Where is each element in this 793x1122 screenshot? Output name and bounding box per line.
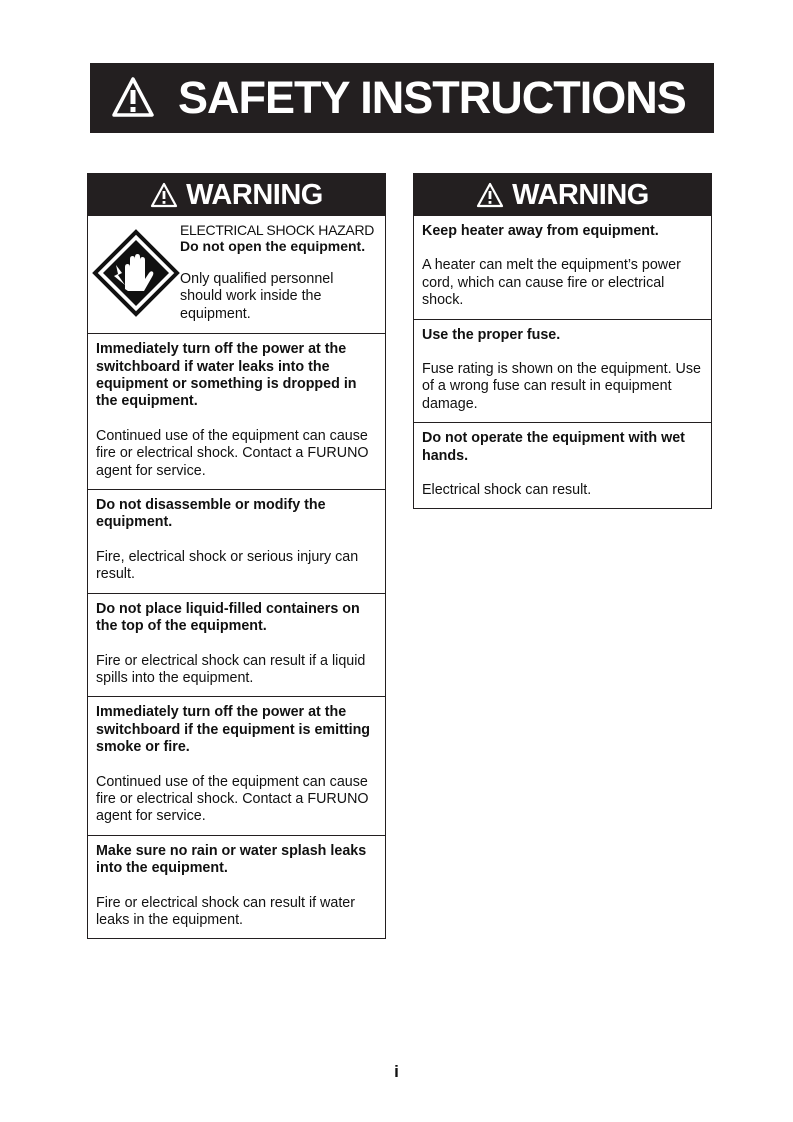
warning-header	[414, 174, 711, 216]
page-title: SAFETY INSTRUCTIONS	[178, 72, 686, 123]
warning-section	[414, 422, 711, 508]
warning-triangle-icon	[150, 182, 178, 208]
section-body: Fire or electrical shock can result if a liquid spills into the equipment.	[96, 652, 366, 686]
warning-triangle-icon	[476, 182, 504, 208]
section-body: A heater can melt the equipment’s power cord, which can cause fire or electrical shock.	[422, 257, 681, 309]
section-body: Fire or electrical shock can result if water leaks in the equipment.	[96, 894, 356, 928]
warning-section	[414, 319, 711, 423]
hazard-section	[88, 216, 385, 333]
warning-section	[88, 593, 385, 697]
section-title: Do not operate the equipment with wet hands.	[422, 430, 685, 464]
warning-triangle-icon	[110, 75, 156, 121]
section-title: Keep heater away from equipment.	[422, 223, 659, 239]
hazard-text	[180, 223, 379, 323]
section-body: Continued use of the equipment can cause fire or electrical shock. Contact a FURUNO agent for service.	[96, 773, 369, 825]
section-body: Fuse rating is shown on the equipment. Use of a wrong fuse can result in equipment damage.	[422, 361, 701, 412]
section-body: Electrical shock can result.	[422, 482, 592, 499]
section-body: Continued use of the equipment can cause fire or electrical shock. Contact a FURUNO agent for service.	[96, 427, 369, 479]
electrical-shock-hazard-icon	[92, 229, 180, 317]
section-title: Do not place liquid-filled containers on the top of the equipment.	[96, 600, 360, 635]
warning-header	[88, 174, 385, 216]
warning-section	[88, 489, 385, 593]
warning-section	[88, 835, 385, 939]
left-warning-panel	[87, 173, 386, 939]
hazard-body: Only qualified personnel should work inside the equipment.	[180, 271, 334, 322]
hazard-title: ELECTRICAL SHOCK HAZARD	[180, 222, 375, 238]
warning-header-label: WARNING	[512, 178, 649, 211]
warning-section	[414, 216, 711, 319]
section-title: Make sure no rain or water splash leaks into the equipment.	[96, 842, 367, 877]
page-number: i	[394, 1062, 399, 1081]
hazard-subtitle: Do not open the equipment.	[180, 238, 366, 254]
safety-banner	[90, 63, 714, 133]
warning-section	[88, 696, 385, 834]
section-title: Immediately turn off the power at the switchboard if water leaks into the equipment or something is dropped in the equipment.	[96, 341, 357, 410]
section-title: Immediately turn off the power at the switchboard if the equipment is emitting smoke or fire.	[96, 704, 371, 756]
section-title: Do not disassemble or modify the equipment.	[96, 497, 326, 531]
section-body: Fire, electrical shock or serious injury can result.	[96, 548, 359, 583]
right-warning-panel	[413, 173, 712, 509]
warning-section	[88, 333, 385, 489]
warning-header-label: WARNING	[186, 178, 323, 211]
section-title: Use the proper fuse.	[422, 326, 561, 343]
